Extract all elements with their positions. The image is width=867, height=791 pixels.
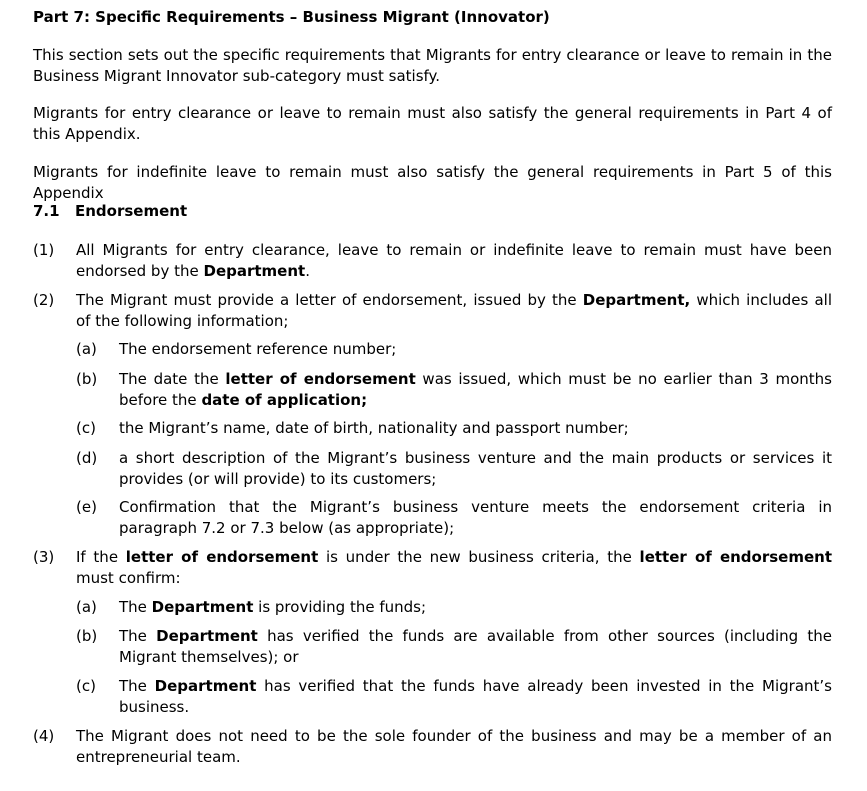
sub-item-letter: (b) xyxy=(76,370,98,388)
sub-list-item xyxy=(76,339,832,360)
sub-item-letter: (c) xyxy=(76,677,96,695)
list-item xyxy=(33,547,832,589)
item-text: The Migrant does not need to be the sole founder of the business and may be a member of an entrepreneurial team. xyxy=(76,727,832,766)
sub-item-text: a short description of the Migrant’s business venture and the main products or services it provides (or will provide) to its customers; xyxy=(119,449,832,488)
sub-list-item xyxy=(76,418,832,439)
sub-item-text: The endorsement reference number; xyxy=(119,340,397,358)
item-text: If the letter of endorsement is under the new business criteria, the letter of endorsement must confirm: xyxy=(76,548,833,587)
sub-item-text: The Department is providing the funds; xyxy=(119,598,427,616)
intro-paragraph: Migrants for entry clearance or leave to remain must also satisfy the general requirements in Part 4 of this Appendix. xyxy=(33,104,832,143)
item-number: (1) xyxy=(33,241,55,259)
sub-item-letter: (c) xyxy=(76,419,96,437)
sub-item-text: the Migrant’s name, date of birth, nationality and passport number; xyxy=(119,419,629,437)
sub-item-letter: (e) xyxy=(76,498,97,516)
sub-list-item xyxy=(76,597,832,618)
sub-list-item xyxy=(76,676,832,718)
list-item xyxy=(33,240,832,282)
section-number: 7.1 xyxy=(33,202,60,220)
sub-item-letter: (b) xyxy=(76,627,98,645)
sub-item-letter: (d) xyxy=(76,449,98,467)
sub-item-text: The date the letter of endorsement was issued, which must be no earlier than 3 months before the date of application; xyxy=(119,370,832,409)
section-title: Endorsement xyxy=(75,202,188,220)
sub-list-item xyxy=(76,626,832,668)
list-item xyxy=(33,290,832,332)
intro-paragraph: This section sets out the specific requirements that Migrants for entry clearance or leave to remain in the Business Migrant Innovator sub-category must satisfy. xyxy=(33,46,832,85)
sub-item-text: The Department has verified that the funds have already been invested in the Migrant’s business. xyxy=(119,677,832,716)
sub-list-item xyxy=(76,448,832,490)
list-item xyxy=(33,726,832,768)
sub-item-letter: (a) xyxy=(76,340,97,358)
sub-item-text: The Department has verified the funds are available from other sources (including the Migrant themselves); or xyxy=(119,627,833,666)
page-title: Part 7: Specific Requirements – Business Migrant (Innovator) xyxy=(33,8,550,26)
sub-list-item xyxy=(76,497,832,539)
sub-item-letter: (a) xyxy=(76,598,97,616)
sub-item-text: Confirmation that the Migrant’s business venture meets the endorsement criteria in paragraph 7.2 or 7.3 below (as appropriate); xyxy=(119,498,832,537)
item-number: (2) xyxy=(33,291,55,309)
section-heading xyxy=(33,201,187,222)
item-number: (3) xyxy=(33,548,55,566)
sub-list-item xyxy=(76,369,832,411)
intro-paragraph: Migrants for indefinite leave to remain must also satisfy the general requirements in Part 5 of this Appendix xyxy=(33,163,832,202)
item-text: All Migrants for entry clearance, leave to remain or indefinite leave to remain must have been endorsed by the Department. xyxy=(76,241,832,280)
item-text: The Migrant must provide a letter of endorsement, issued by the Department, which includes all of the following information; xyxy=(76,291,832,330)
item-number: (4) xyxy=(33,727,55,745)
